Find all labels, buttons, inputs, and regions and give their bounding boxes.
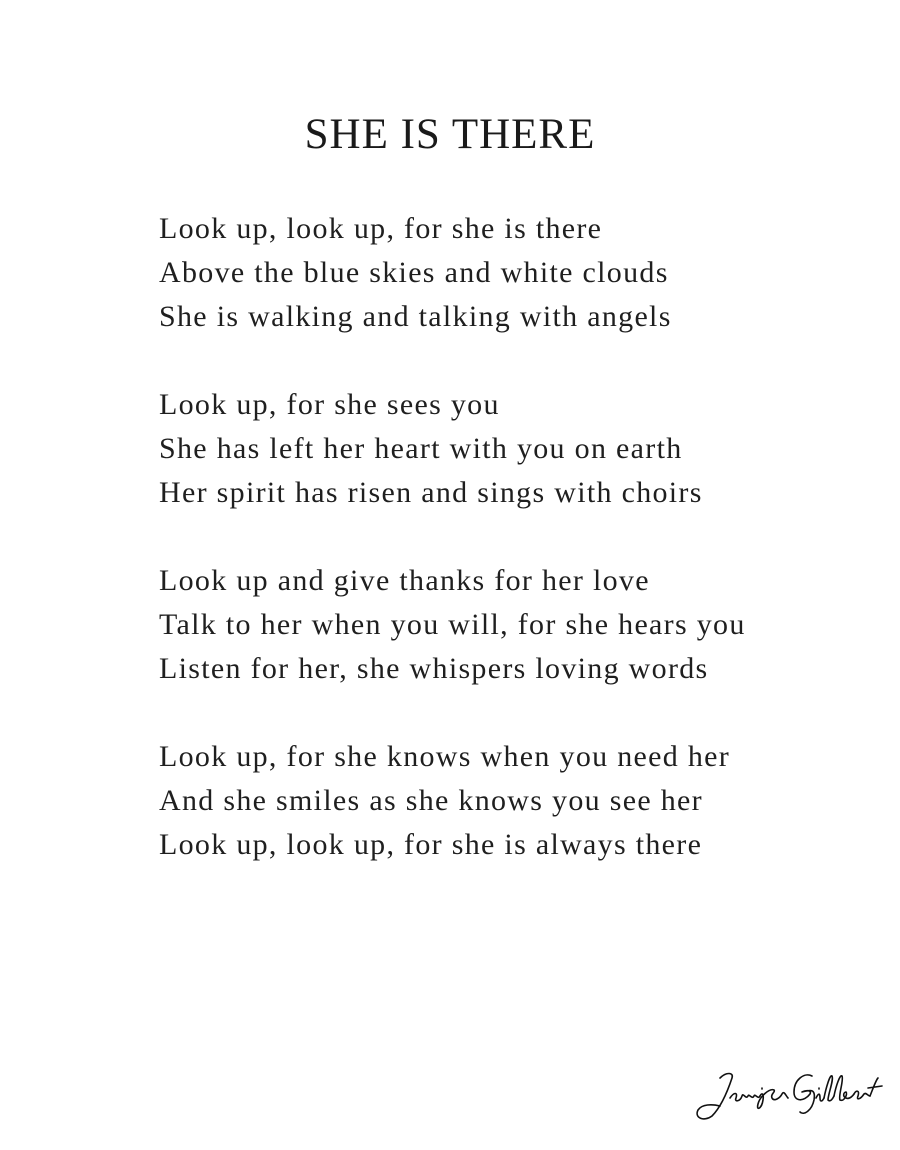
stanza-4: [159, 735, 859, 867]
poem-line: Look up, look up, for she is always there: [159, 828, 703, 861]
poem-body: [159, 207, 859, 911]
poem-line: Look up, for she sees you: [159, 388, 500, 421]
author-signature: [690, 1058, 890, 1128]
poem-line: And she smiles as she knows you see her: [159, 784, 703, 817]
poem-line: Look up and give thanks for her love: [159, 564, 650, 597]
poem-line: Look up, look up, for she is there: [159, 212, 603, 245]
poem-line: She is walking and talking with angels: [159, 300, 672, 333]
poem-line: She has left her heart with you on earth: [159, 432, 683, 465]
stanza-3: [159, 559, 859, 691]
poem-line: Listen for her, she whispers loving words: [159, 652, 709, 685]
poem-line: Above the blue skies and white clouds: [159, 256, 669, 289]
poem-title: SHE IS THERE: [304, 111, 596, 158]
stanza-1: [159, 207, 859, 339]
poem-line: Talk to her when you will, for she hears you: [159, 608, 746, 641]
poem-line: Her spirit has risen and sings with choirs: [159, 476, 703, 509]
stanza-2: [159, 383, 859, 515]
poem-line: Look up, for she knows when you need her: [159, 740, 731, 773]
